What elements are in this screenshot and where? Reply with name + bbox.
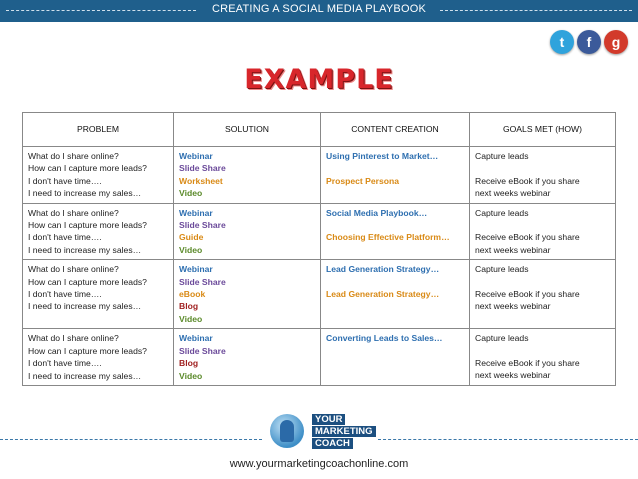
goal-line	[475, 162, 611, 174]
goal-line: Receive eBook if you share	[475, 175, 580, 186]
goal-line: next weeks webinar	[475, 301, 551, 312]
column-header-solution: SOLUTION	[174, 113, 321, 147]
problem-line: What do I share online?	[28, 264, 119, 275]
solution-item: Blog	[179, 301, 199, 312]
header-title: CREATING A SOCIAL MEDIA PLAYBOOK	[0, 3, 638, 15]
problem-line: I need to increase my sales…	[28, 370, 142, 381]
content-item: Converting Leads to Sales…	[326, 333, 443, 344]
social-icons	[550, 30, 628, 54]
content-item: Lead Generation Strategy…	[326, 289, 440, 300]
problem-line: I need to increase my sales…	[28, 301, 142, 312]
column-header-content-creation: CONTENT CREATION	[321, 113, 470, 147]
problem-cell	[23, 329, 174, 386]
table-row	[23, 329, 616, 386]
solution-item: Video	[179, 313, 203, 324]
problem-line: What do I share online?	[28, 333, 119, 344]
goals-cell	[470, 329, 616, 386]
solution-cell	[174, 147, 321, 204]
playbook-table	[22, 112, 616, 386]
goal-line: Capture leads	[475, 333, 529, 344]
solution-item: Webinar	[179, 264, 213, 275]
goal-line	[475, 345, 611, 357]
content-cell	[321, 260, 470, 329]
table-row	[23, 203, 616, 260]
solution-item: Video	[179, 188, 203, 199]
goals-cell	[470, 260, 616, 329]
table-header-row	[23, 113, 616, 147]
content-cell	[321, 329, 470, 386]
solution-item: Slide Share	[179, 220, 226, 231]
solution-item: Video	[179, 370, 203, 381]
solution-cell	[174, 203, 321, 260]
solution-item: Webinar	[179, 333, 213, 344]
problem-cell	[23, 147, 174, 204]
solution-item: Guide	[179, 232, 204, 243]
twitter-icon[interactable]: t	[550, 30, 574, 54]
goal-line: Capture leads	[475, 264, 529, 275]
solution-item: Slide Share	[179, 345, 226, 356]
solution-cell	[174, 260, 321, 329]
solution-item: Webinar	[179, 151, 213, 161]
problem-cell	[23, 203, 174, 260]
content-cell	[321, 147, 470, 204]
solution-item: Slide Share	[179, 276, 226, 287]
table-row	[23, 147, 616, 204]
content-item	[326, 219, 465, 231]
solution-item: Blog	[179, 358, 199, 369]
content-cell	[321, 203, 470, 260]
content-item	[326, 276, 465, 288]
person-icon	[280, 420, 294, 442]
footer-dash-right	[378, 439, 638, 440]
table-body	[23, 147, 616, 386]
goal-line: Receive eBook if you share	[475, 358, 580, 369]
solution-item: Worksheet	[179, 175, 223, 186]
goal-line: Receive eBook if you share	[475, 289, 580, 300]
company-logo	[264, 410, 374, 454]
column-header-goals-met: GOALS MET (HOW)	[470, 113, 616, 147]
content-item: Using Pinterest to Market…	[326, 151, 439, 161]
goal-line: Receive eBook if you share	[475, 232, 580, 243]
solution-item: Video	[179, 244, 203, 255]
goal-line: Capture leads	[475, 207, 529, 218]
problem-line: I need to increase my sales…	[28, 188, 142, 199]
problem-line: I don't have time….	[28, 358, 102, 369]
content-item: Lead Generation Strategy…	[326, 264, 440, 275]
content-item: Prospect Persona	[326, 175, 400, 186]
facebook-icon[interactable]: f	[577, 30, 601, 54]
google-plus-icon[interactable]: g	[604, 30, 628, 54]
problem-line: I don't have time….	[28, 289, 102, 300]
problem-line: What do I share online?	[28, 151, 119, 161]
logo-text: YOUR MARKETING COACH	[312, 414, 376, 450]
problem-line: I don't have time….	[28, 232, 102, 243]
goals-cell	[470, 147, 616, 204]
solution-item: Webinar	[179, 207, 213, 218]
goals-cell	[470, 203, 616, 260]
column-header-problem: PROBLEM	[23, 113, 174, 147]
problem-line: I don't have time….	[28, 175, 102, 186]
goal-line: next weeks webinar	[475, 244, 551, 255]
content-item: Choosing Effective Platform…	[326, 232, 450, 243]
problem-line: How can I capture more leads?	[28, 276, 147, 287]
problem-line: How can I capture more leads?	[28, 163, 147, 174]
content-item	[326, 162, 465, 174]
goal-line: next weeks webinar	[475, 188, 551, 199]
problem-cell	[23, 260, 174, 329]
page-heading: EXAMPLE	[244, 64, 394, 95]
goal-line: Capture leads	[475, 151, 529, 161]
goal-line: next weeks webinar	[475, 370, 551, 381]
problem-line: How can I capture more leads?	[28, 345, 147, 356]
content-item: Social Media Playbook…	[326, 207, 428, 218]
footer-dash-left	[0, 439, 262, 440]
solution-item: Slide Share	[179, 163, 226, 174]
problem-line: How can I capture more leads?	[28, 220, 147, 231]
goal-line	[475, 276, 611, 288]
table-row	[23, 260, 616, 329]
header-bar	[0, 0, 638, 22]
problem-line: I need to increase my sales…	[28, 244, 142, 255]
goal-line	[475, 219, 611, 231]
solution-cell	[174, 329, 321, 386]
footer-url[interactable]: www.yourmarketingcoachonline.com	[229, 458, 409, 470]
solution-item: eBook	[179, 289, 206, 300]
problem-line: What do I share online?	[28, 207, 119, 218]
